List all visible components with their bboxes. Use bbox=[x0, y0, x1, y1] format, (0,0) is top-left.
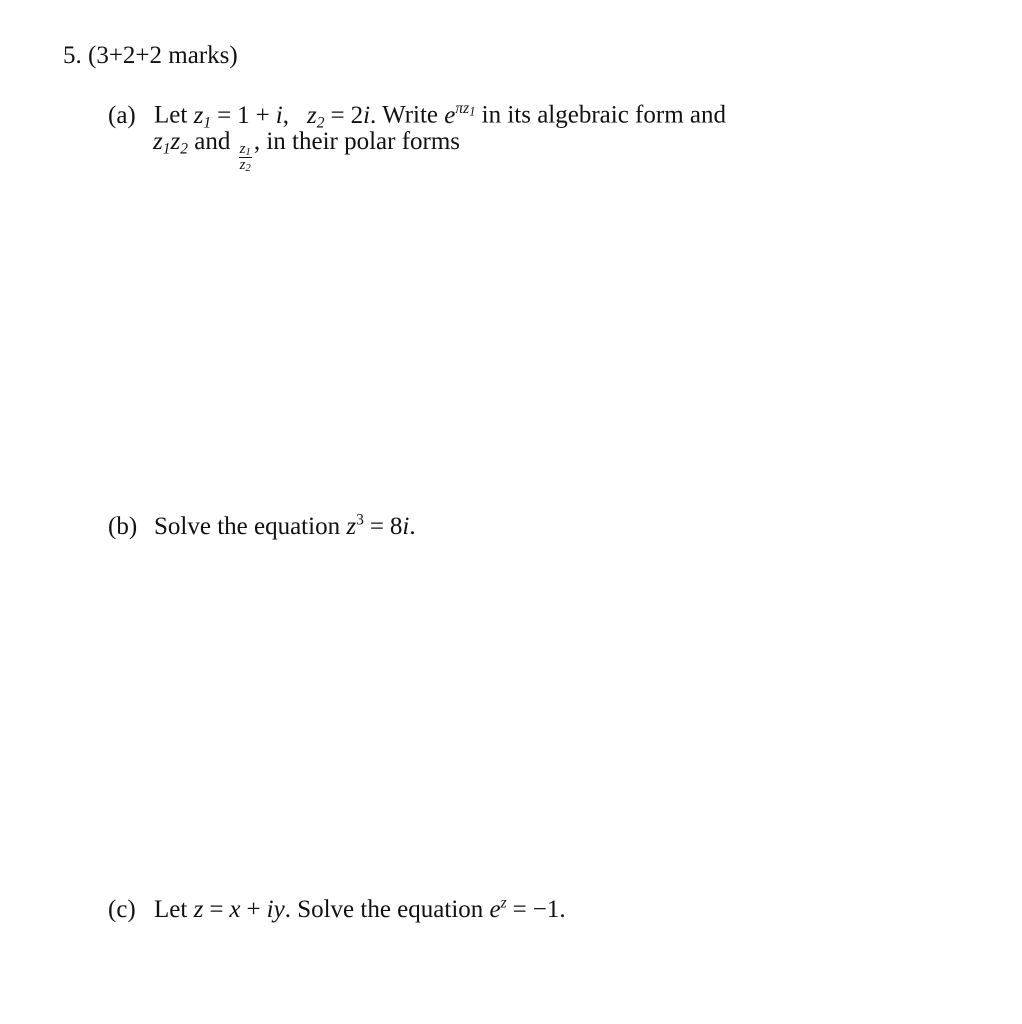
question-number: 5. bbox=[63, 42, 82, 69]
expression-z1-z2-product: $z_1z_2$ bbox=[153, 128, 188, 158]
part-b-line bbox=[108, 512, 416, 542]
equation-z1-definition: $z_1 = 1 + i$, bbox=[193, 101, 289, 131]
part-c-solve-text: Solve the equation bbox=[297, 896, 484, 923]
part-a-line-1 bbox=[108, 94, 726, 131]
part-a-write-text: Write bbox=[382, 101, 439, 129]
question-marks: (3+2+2 marks) bbox=[88, 42, 238, 69]
part-c-let-text: Let bbox=[154, 896, 188, 923]
part-a-line-2: $z_1z_2$ and $\frac{z_1}{z_2}$ , in their polar forms bbox=[153, 128, 461, 174]
part-a-polar-text: in their polar forms bbox=[266, 128, 461, 155]
part-a-let-text: Let bbox=[154, 101, 188, 129]
equation-z-definition: z = x + iy. bbox=[193, 896, 291, 923]
part-a-and-text: and bbox=[194, 128, 231, 155]
part-a-label: (a) bbox=[108, 101, 136, 129]
part-b-text: Solve the equation bbox=[154, 513, 341, 540]
equation-exp-z: $e^z = -1$. bbox=[489, 894, 566, 923]
part-a-algebraic-text: in its algebraic form and bbox=[481, 101, 727, 129]
question-heading bbox=[63, 41, 238, 71]
equation-z-cubed: $z^3 = 8i$. bbox=[346, 511, 416, 540]
expression-exp-pi-z1: $e^{\pi z1}$ bbox=[444, 100, 476, 129]
expression-z1-over-z2: $\frac{z_1}{z_2}$ bbox=[239, 140, 251, 174]
equation-z2-definition: $z_2 = 2i$. bbox=[306, 101, 377, 131]
part-c-label: (c) bbox=[108, 896, 136, 923]
part-b-label: (b) bbox=[108, 513, 138, 540]
part-c-line bbox=[108, 895, 566, 925]
